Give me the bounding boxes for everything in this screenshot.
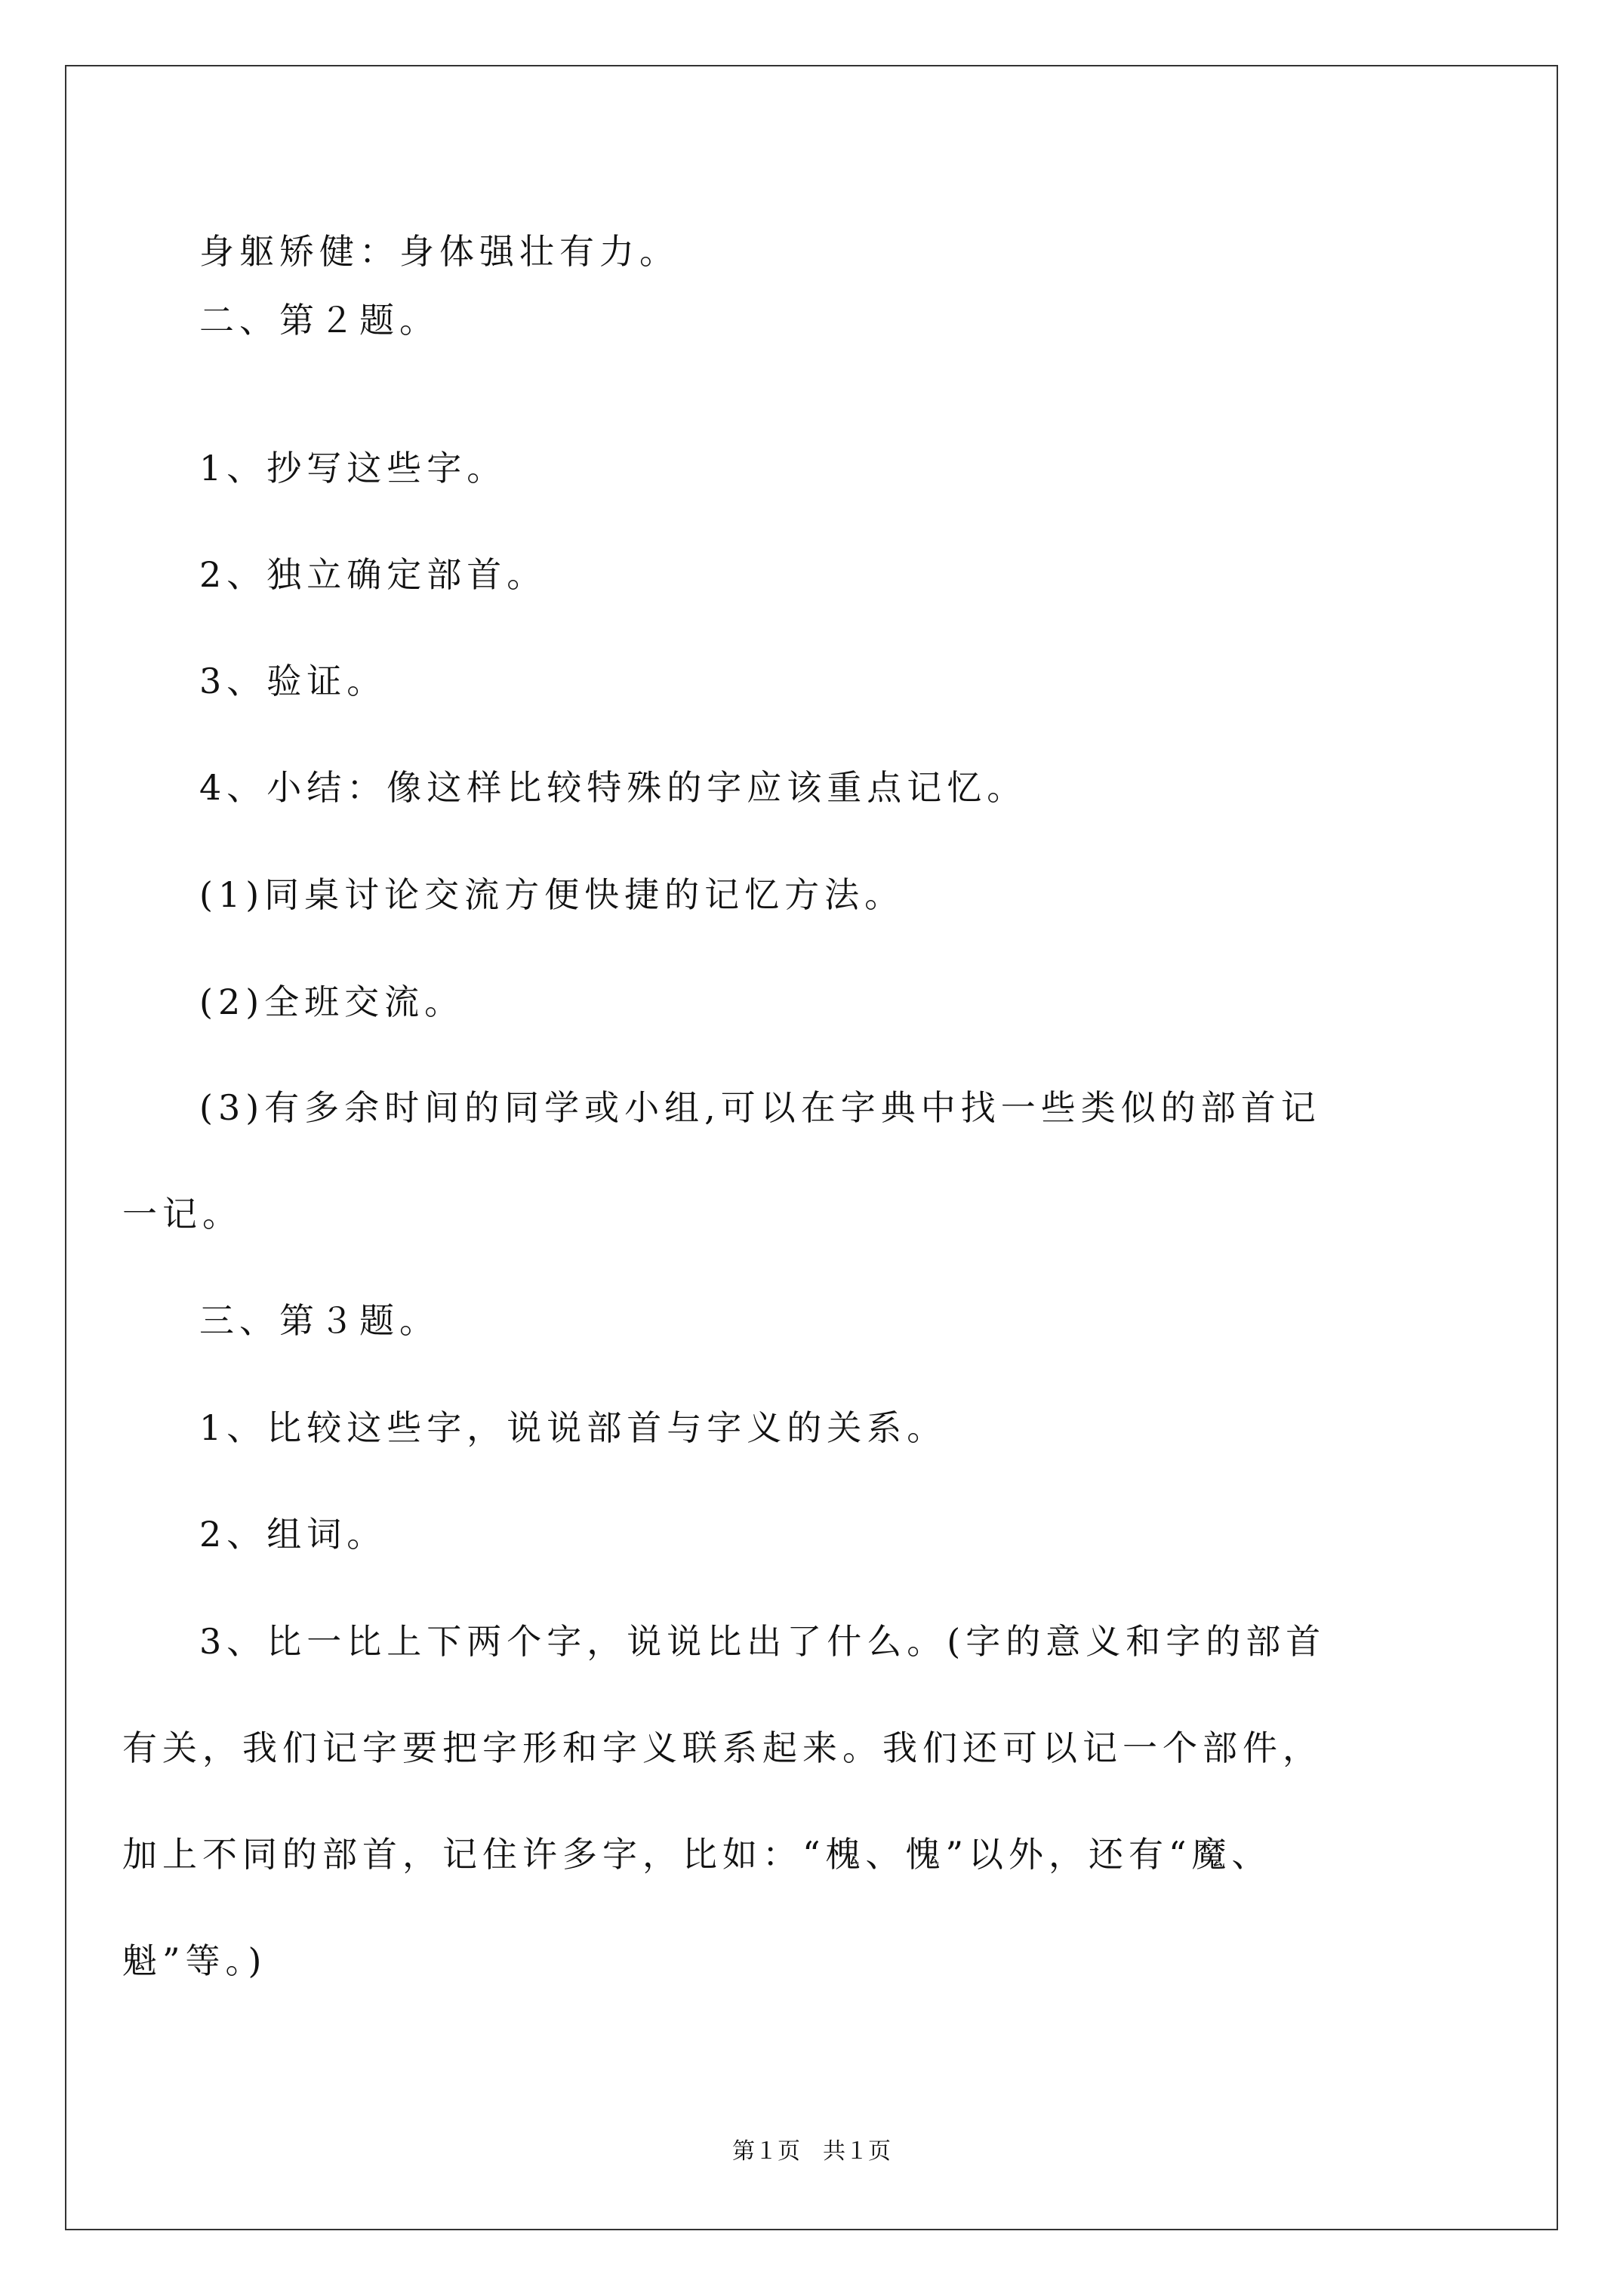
paragraph-continuation: 魁”等。) [122,1940,267,1981]
paragraph-continuation: 有关，我们记字要把字形和字义联系起来。我们还可以记一个部件， [122,1727,1323,1768]
paragraph: 2、独立确定部首。 [199,554,547,595]
section-heading: 三、第３题。 [199,1300,439,1341]
paragraph: 3、比一比上下两个字，说说比出了什么。(字的意义和字的部首 [199,1621,1326,1662]
paragraph: 1、比较这些字，说说部首与字义的关系。 [199,1407,947,1448]
paragraph: (1)同桌讨论交流方便快捷的记忆方法。 [199,874,905,915]
paragraph: 2、组词。 [199,1514,387,1555]
paragraph-continuation: 加上不同的部首，记住许多字，比如：“槐、愧”以外，还有“魔、 [122,1834,1272,1875]
paragraph: 1、抄写这些字。 [199,448,507,488]
paragraph: (2)全班交流。 [199,982,465,1022]
page-frame [65,65,1558,2230]
section-heading: 二、第２题。 [199,300,439,341]
page-footer: 第１页 共１页 [732,2138,891,2165]
paragraph: (3)有多余时间的同学或小组,可以在字典中找一些类似的部首记 [199,1087,1321,1128]
paragraph-continuation: 一记。 [122,1194,242,1234]
paragraph: 4、小结：像这样比较特殊的字应该重点记忆。 [199,767,1027,808]
paragraph: 3、验证。 [199,661,387,701]
paragraph: 身躯矫健：身体强壮有力。 [199,231,679,272]
